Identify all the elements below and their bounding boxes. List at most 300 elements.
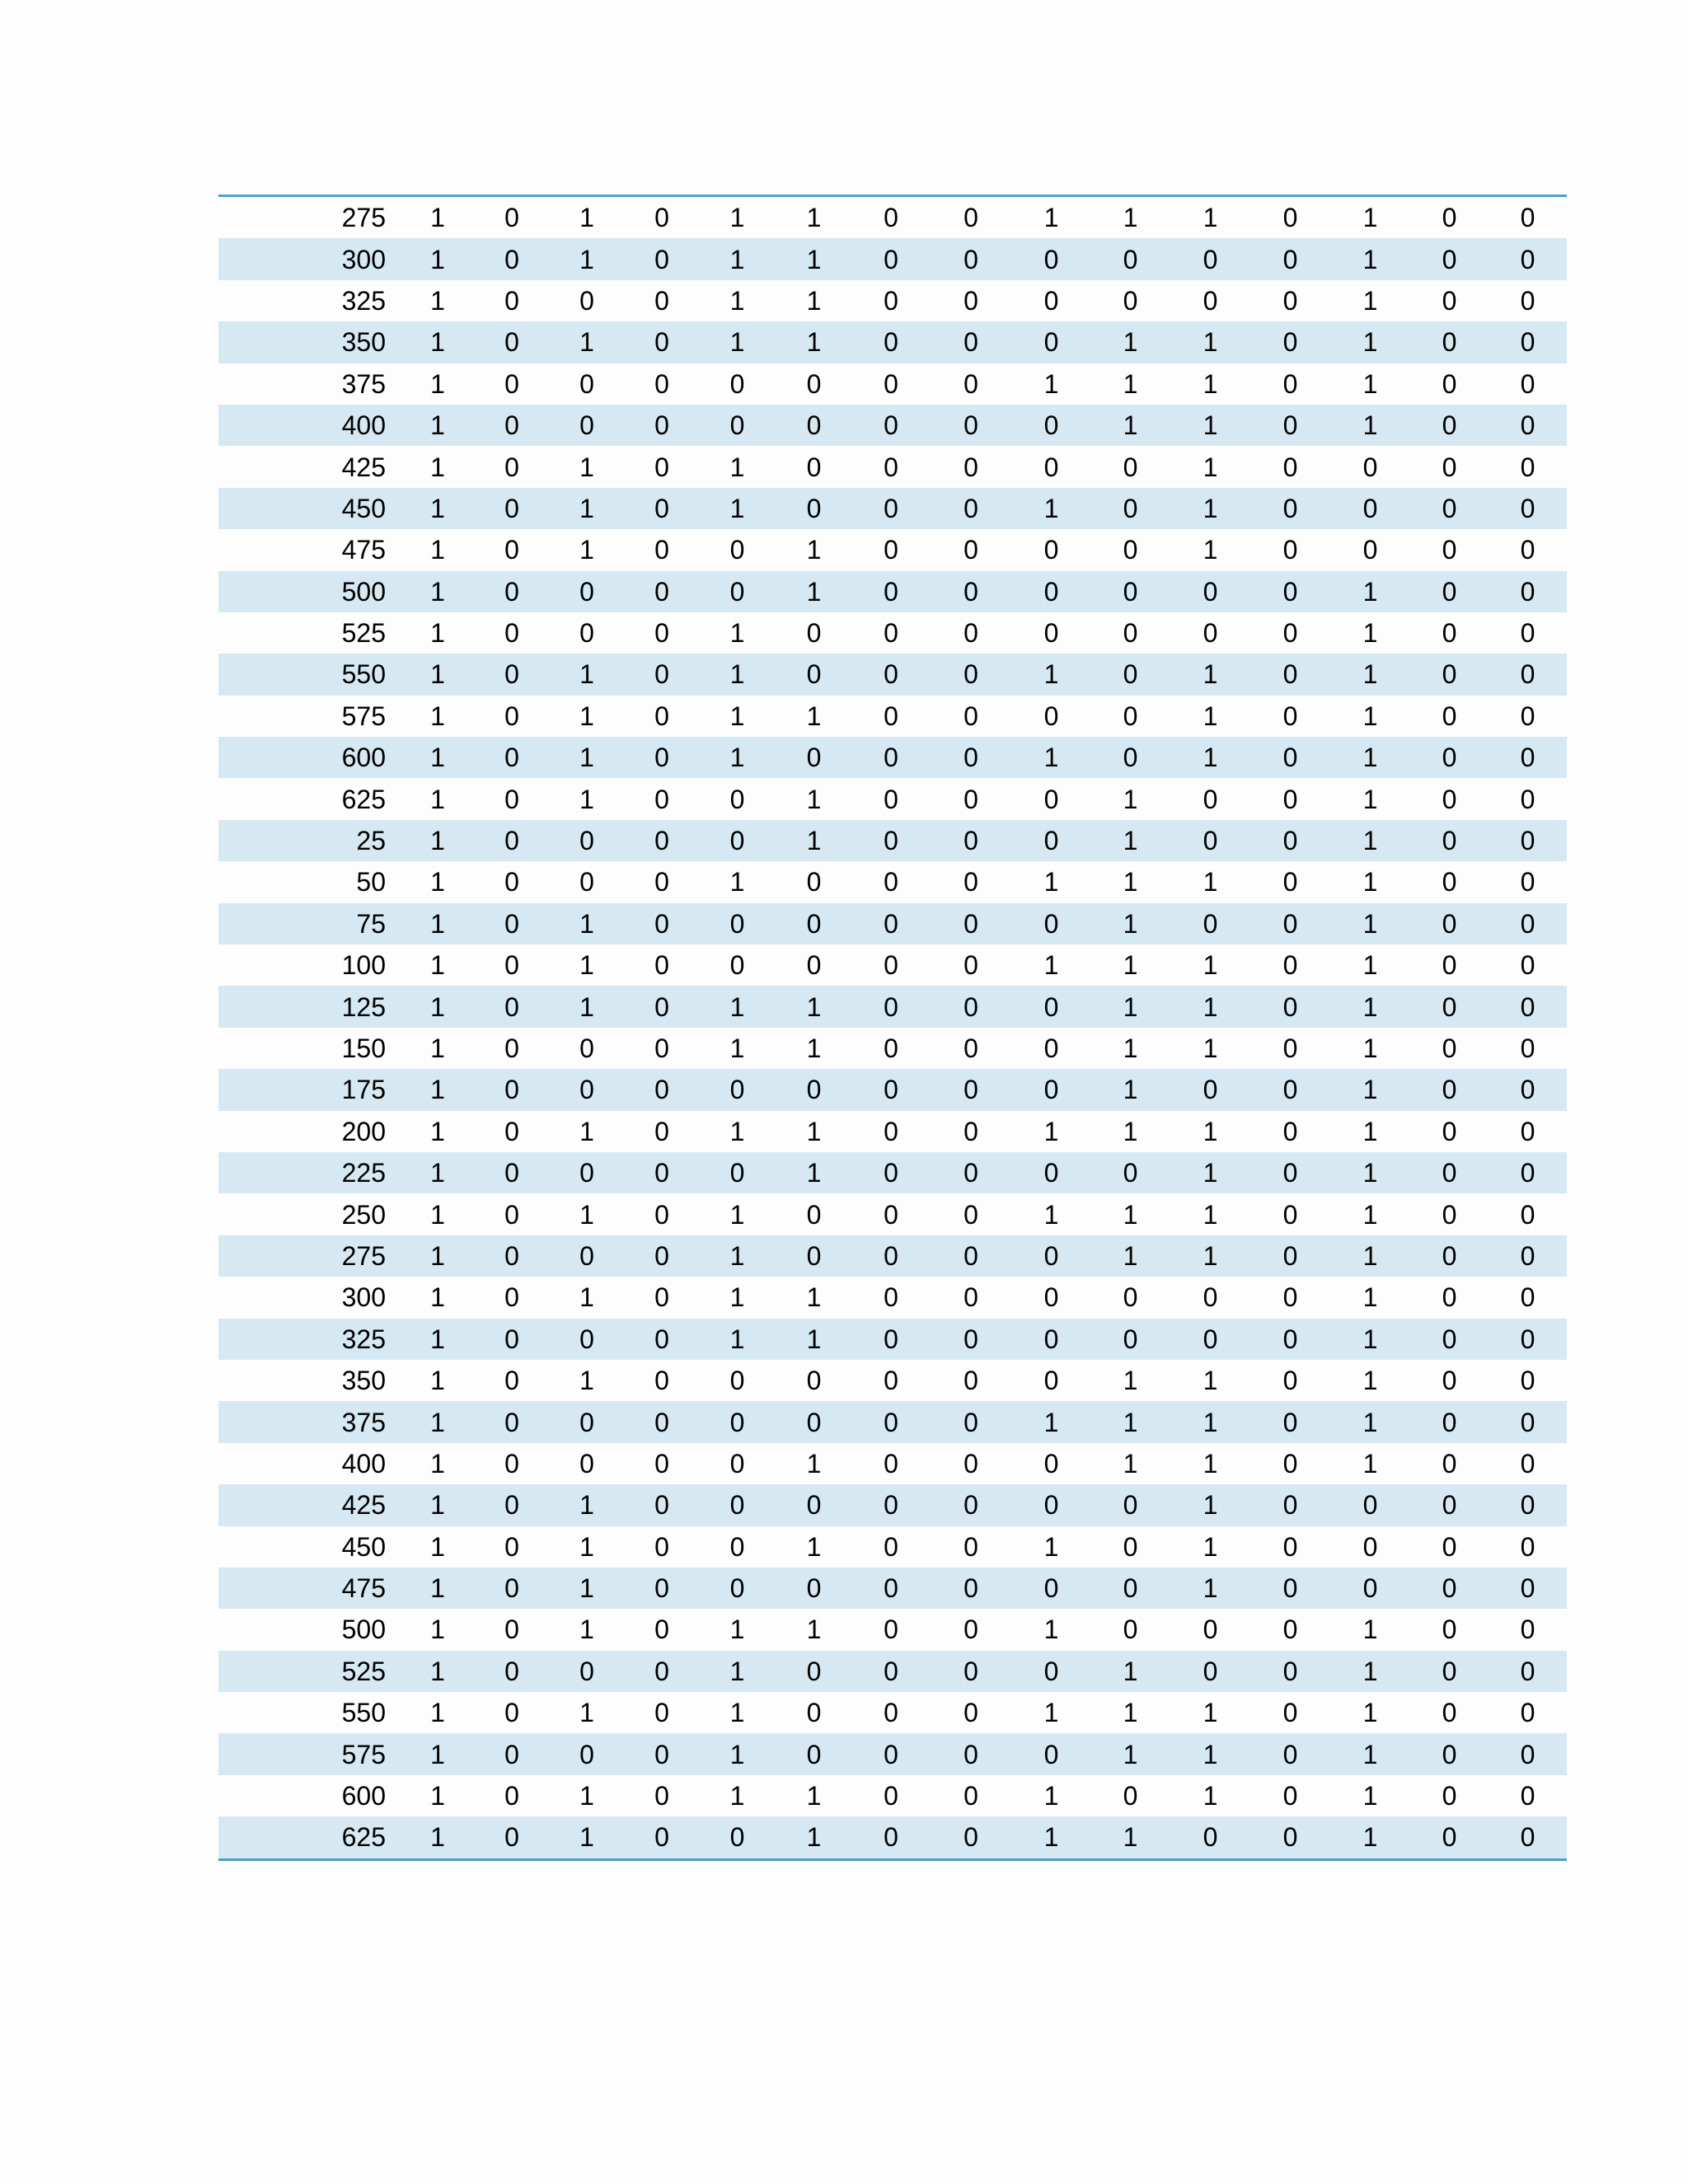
table-body — [218, 196, 1567, 1860]
table-row — [218, 446, 1567, 487]
table-cell: 0 — [884, 784, 898, 814]
table-cell: 0 — [884, 867, 898, 898]
row-key-cell: 400 — [341, 1448, 386, 1479]
table-cell: 1 — [579, 1781, 594, 1811]
table-cell: 0 — [1282, 1448, 1298, 1479]
table-cell: 0 — [884, 203, 898, 233]
table-cell: 1 — [430, 784, 445, 814]
table-row — [218, 778, 1567, 819]
table-cell: 0 — [1123, 1781, 1138, 1811]
table-cell: 1 — [430, 285, 445, 316]
table-cell: 0 — [884, 1698, 898, 1728]
table-cell: 1 — [776, 1816, 852, 1859]
table-cell: 0 — [964, 1282, 978, 1313]
table-cell: 1 — [1330, 238, 1410, 279]
table-row — [218, 321, 1567, 363]
table-cell: 0 — [1410, 1651, 1489, 1692]
table-cell: 1 — [699, 238, 776, 279]
table-cell: 0 — [964, 535, 978, 565]
table-cell: 1 — [1043, 1698, 1059, 1728]
table-cell: 0 — [1043, 1033, 1059, 1063]
table-cell: 0 — [504, 1199, 519, 1230]
table-cell: 1 — [1330, 571, 1410, 612]
table-cell: 0 — [549, 1152, 625, 1193]
table-cell: 0 — [776, 1401, 852, 1442]
table-cell: 0 — [699, 1152, 776, 1193]
table-cell: 0 — [1203, 1282, 1218, 1313]
table-cell: 0 — [964, 867, 978, 898]
table-row — [218, 1651, 1567, 1692]
table-cell: 0 — [964, 1531, 978, 1562]
table-cell: 0 — [625, 1568, 699, 1609]
table-cell: 0 — [1012, 1235, 1090, 1277]
table-cell: 0 — [654, 1615, 669, 1645]
table-cell: 0 — [1250, 1651, 1330, 1692]
table-cell: 1 — [1170, 321, 1250, 363]
table-cell: 0 — [852, 488, 930, 529]
table-cell: 1 — [806, 203, 822, 233]
table-cell: 0 — [1489, 488, 1567, 529]
table-cell: 0 — [475, 986, 549, 1027]
table-cell: 0 — [579, 1448, 594, 1479]
table-cell: 1 — [1090, 321, 1170, 363]
table-cell: 0 — [504, 203, 519, 233]
table-cell: 0 — [852, 405, 930, 446]
table-cell: 0 — [504, 701, 519, 731]
table-cell: 1 — [401, 405, 475, 446]
table-cell: 1 — [1203, 1033, 1218, 1063]
table-cell: 0 — [625, 1319, 699, 1360]
table-cell: 1 — [579, 203, 594, 233]
table-row — [218, 1193, 1567, 1235]
table-cell: 1 — [430, 701, 445, 731]
table-cell: 1 — [549, 1568, 625, 1609]
table-cell: 0 — [1250, 1152, 1330, 1193]
table-row — [218, 820, 1567, 861]
table-cell: 1 — [549, 903, 625, 944]
table-cell: 0 — [1489, 571, 1567, 612]
table-cell: 1 — [401, 1401, 475, 1442]
table-cell: 0 — [1282, 867, 1298, 898]
table-cell: 0 — [1520, 368, 1536, 399]
table-cell: 1 — [1090, 903, 1170, 944]
table-row — [218, 1028, 1567, 1069]
table-cell: 0 — [1442, 285, 1457, 316]
table-row — [218, 571, 1567, 612]
table-cell: 0 — [884, 1781, 898, 1811]
table-cell: 0 — [475, 820, 549, 861]
row-key-cell: 225 — [218, 1152, 401, 1193]
table-cell: 0 — [1489, 405, 1567, 446]
table-cell: 1 — [806, 1615, 822, 1645]
table-cell: 0 — [1043, 1366, 1059, 1396]
table-cell: 0 — [654, 1781, 669, 1811]
row-key-cell: 475 — [218, 1568, 401, 1609]
table-cell: 0 — [1012, 321, 1090, 363]
table-cell: 0 — [884, 452, 898, 482]
table-cell: 0 — [1170, 820, 1250, 861]
table-cell: 0 — [1043, 701, 1059, 731]
table-cell: 1 — [1090, 1733, 1170, 1774]
table-cell: 0 — [806, 1199, 822, 1230]
table-cell: 0 — [964, 1615, 978, 1645]
table-cell: 0 — [1282, 368, 1298, 399]
table-cell: 0 — [1520, 203, 1536, 233]
table-cell: 1 — [1012, 488, 1090, 529]
table-cell: 0 — [930, 820, 1012, 861]
table-cell: 0 — [1520, 618, 1536, 649]
table-cell: 0 — [654, 1698, 669, 1728]
table-row — [218, 1609, 1567, 1650]
table-cell: 0 — [1362, 535, 1378, 565]
row-key-cell: 600 — [218, 737, 401, 778]
table-cell: 0 — [625, 903, 699, 944]
table-cell: 1 — [401, 571, 475, 612]
table-cell: 0 — [1442, 950, 1457, 981]
table-cell: 1 — [1330, 1152, 1410, 1193]
table-cell: 0 — [884, 1116, 898, 1146]
table-cell: 0 — [776, 1235, 852, 1277]
table-cell: 0 — [549, 1319, 625, 1360]
table-cell: 1 — [776, 820, 852, 861]
table-cell: 1 — [401, 820, 475, 861]
table-cell: 0 — [852, 737, 930, 778]
table-cell: 0 — [579, 618, 594, 649]
row-key-cell: 350 — [218, 321, 401, 363]
row-key-cell: 575 — [218, 1733, 401, 1774]
table-cell: 0 — [1442, 618, 1457, 649]
table-cell: 1 — [1203, 1531, 1218, 1562]
table-cell: 0 — [852, 1816, 930, 1859]
table-cell: 0 — [654, 618, 669, 649]
table-row — [218, 1319, 1567, 1360]
table-cell: 0 — [964, 1116, 978, 1146]
table-cell: 0 — [1489, 1069, 1567, 1110]
table-cell: 0 — [1090, 488, 1170, 529]
table-cell: 0 — [1123, 285, 1138, 316]
table-row — [218, 986, 1567, 1027]
table-cell: 0 — [1330, 1484, 1410, 1526]
table-cell: 0 — [776, 488, 852, 529]
table-row — [218, 363, 1567, 405]
table-cell: 0 — [1043, 535, 1059, 565]
table-cell: 1 — [806, 1531, 822, 1562]
table-cell: 1 — [1362, 1448, 1378, 1479]
table-cell: 1 — [430, 535, 445, 565]
table-cell: 1 — [549, 986, 625, 1027]
row-key-cell: 75 — [218, 903, 401, 944]
table-cell: 0 — [1250, 1069, 1330, 1110]
table-cell: 0 — [625, 986, 699, 1027]
table-cell: 1 — [579, 950, 594, 981]
table-cell: 0 — [776, 405, 852, 446]
table-cell: 0 — [930, 1401, 1012, 1442]
table-cell: 0 — [1520, 1366, 1536, 1396]
table-cell: 0 — [1170, 1319, 1250, 1360]
table-cell: 0 — [1123, 1282, 1138, 1313]
table-cell: 0 — [1410, 654, 1489, 695]
table-cell: 0 — [1090, 1319, 1170, 1360]
table-cell: 1 — [401, 986, 475, 1027]
table-cell: 1 — [401, 1733, 475, 1774]
table-cell: 0 — [625, 654, 699, 695]
row-key-cell: 275 — [218, 1235, 401, 1277]
table-cell: 0 — [504, 452, 519, 482]
table-cell: 0 — [1442, 1698, 1457, 1728]
table-cell: 1 — [1330, 820, 1410, 861]
table-cell: 1 — [699, 654, 776, 695]
table-cell: 0 — [1090, 571, 1170, 612]
table-row — [218, 612, 1567, 654]
row-key-cell: 325 — [218, 1319, 401, 1360]
table-cell: 1 — [729, 285, 745, 316]
table-cell: 0 — [1043, 285, 1059, 316]
table-cell: 0 — [884, 1531, 898, 1562]
table-cell: 1 — [1170, 1152, 1250, 1193]
table-cell: 1 — [699, 1733, 776, 1774]
row-key-cell: 525 — [218, 1651, 401, 1692]
table-cell: 0 — [964, 203, 978, 233]
table-cell: 1 — [729, 1615, 745, 1645]
table-cell: 1 — [430, 1366, 445, 1396]
table-cell: 0 — [625, 1235, 699, 1277]
table-cell: 0 — [1442, 784, 1457, 814]
table-cell: 1 — [1170, 986, 1250, 1027]
table-cell: 1 — [1330, 1235, 1410, 1277]
table-cell: 1 — [699, 1651, 776, 1692]
table-cell: 0 — [964, 285, 978, 316]
table-cell: 1 — [729, 1116, 745, 1146]
table-cell: 0 — [504, 1448, 519, 1479]
table-row — [218, 529, 1567, 570]
table-cell: 0 — [579, 285, 594, 316]
table-cell: 0 — [475, 1733, 549, 1774]
row-key-cell: 350 — [341, 1366, 386, 1396]
table-cell: 1 — [1043, 1116, 1059, 1146]
table-cell: 1 — [1170, 654, 1250, 695]
table-cell: 1 — [579, 535, 594, 565]
table-cell: 1 — [1203, 535, 1218, 565]
table-cell: 0 — [852, 1152, 930, 1193]
table-cell: 0 — [1489, 321, 1567, 363]
table-cell: 0 — [1489, 737, 1567, 778]
table-cell: 0 — [654, 784, 669, 814]
table-cell: 0 — [1442, 1199, 1457, 1230]
table-cell: 1 — [1362, 1615, 1378, 1645]
table-cell: 0 — [699, 1568, 776, 1609]
table-cell: 0 — [1282, 701, 1298, 731]
table-cell: 0 — [475, 1319, 549, 1360]
table-cell: 1 — [1203, 867, 1218, 898]
table-cell: 1 — [1090, 986, 1170, 1027]
table-cell: 0 — [475, 321, 549, 363]
table-cell: 0 — [1489, 654, 1567, 695]
table-cell: 0 — [1410, 1568, 1489, 1609]
table-cell: 1 — [729, 1781, 745, 1811]
table-cell: 1 — [1123, 368, 1138, 399]
table-cell: 0 — [699, 820, 776, 861]
table-cell: 0 — [654, 1116, 669, 1146]
table-cell: 1 — [1330, 321, 1410, 363]
table-cell: 0 — [625, 238, 699, 279]
table-cell: 0 — [1520, 1781, 1536, 1811]
table-row — [218, 1775, 1567, 1816]
table-cell: 0 — [1520, 1033, 1536, 1063]
table-cell: 0 — [1489, 1733, 1567, 1774]
table-cell: 0 — [1489, 238, 1567, 279]
row-key-cell: 275 — [341, 203, 386, 233]
table-cell: 0 — [729, 1448, 745, 1479]
table-cell: 1 — [729, 1698, 745, 1728]
table-cell: 0 — [930, 654, 1012, 695]
table-cell: 1 — [430, 1116, 445, 1146]
table-cell: 1 — [401, 903, 475, 944]
table-cell: 0 — [884, 701, 898, 731]
row-key-cell: 450 — [218, 488, 401, 529]
table-cell: 0 — [699, 571, 776, 612]
table-cell: 0 — [852, 1319, 930, 1360]
table-cell: 1 — [401, 1069, 475, 1110]
table-row — [218, 737, 1567, 778]
table-row — [218, 696, 1567, 737]
table-cell: 1 — [729, 867, 745, 898]
table-row — [218, 1069, 1567, 1110]
table-cell: 0 — [549, 571, 625, 612]
table-cell: 1 — [549, 654, 625, 695]
table-cell: 1 — [1362, 701, 1378, 731]
table-cell: 0 — [1250, 986, 1330, 1027]
table-cell: 1 — [430, 452, 445, 482]
table-cell: 0 — [884, 1033, 898, 1063]
table-cell: 0 — [504, 1615, 519, 1645]
table-cell: 0 — [964, 1781, 978, 1811]
table-cell: 1 — [1170, 1568, 1250, 1609]
table-cell: 0 — [654, 1282, 669, 1313]
table-cell: 0 — [1043, 784, 1059, 814]
table-cell: 1 — [430, 1698, 445, 1728]
table-cell: 1 — [1123, 203, 1138, 233]
table-cell: 0 — [1282, 1531, 1298, 1562]
table-cell: 1 — [401, 1235, 475, 1277]
table-cell: 1 — [806, 1781, 822, 1811]
table-cell: 0 — [1012, 1069, 1090, 1110]
table-cell: 0 — [1520, 1199, 1536, 1230]
table-cell: 1 — [1123, 1698, 1138, 1728]
row-key-cell: 450 — [341, 1531, 386, 1562]
table-cell: 0 — [1170, 1651, 1250, 1692]
table-cell: 0 — [930, 1568, 1012, 1609]
table-cell: 1 — [1362, 867, 1378, 898]
table-cell: 1 — [1123, 1116, 1138, 1146]
table-cell: 0 — [964, 452, 978, 482]
table-cell: 0 — [625, 820, 699, 861]
table-cell: 1 — [430, 1781, 445, 1811]
table-cell: 0 — [884, 535, 898, 565]
table-cell: 0 — [964, 701, 978, 731]
table-cell: 0 — [1410, 321, 1489, 363]
table-cell: 0 — [625, 1816, 699, 1859]
table-cell: 0 — [1282, 1116, 1298, 1146]
row-key-cell: 375 — [341, 368, 386, 399]
table-cell: 1 — [1012, 654, 1090, 695]
table-cell: 1 — [806, 1033, 822, 1063]
table-cell: 0 — [1520, 784, 1536, 814]
table-cell: 1 — [1330, 1651, 1410, 1692]
table-cell: 1 — [579, 701, 594, 731]
table-cell: 0 — [1012, 571, 1090, 612]
table-cell: 0 — [1012, 238, 1090, 279]
table-cell: 1 — [1362, 1116, 1378, 1146]
table-cell: 1 — [1362, 203, 1378, 233]
table-cell: 1 — [549, 238, 625, 279]
table-cell: 0 — [699, 405, 776, 446]
table-cell: 0 — [806, 452, 822, 482]
table-cell: 0 — [1442, 1531, 1457, 1562]
table-cell: 0 — [475, 1235, 549, 1277]
table-cell: 1 — [1203, 368, 1218, 399]
table-cell: 0 — [930, 1235, 1012, 1277]
table-cell: 0 — [1203, 784, 1218, 814]
table-cell: 0 — [1520, 1282, 1536, 1313]
table-row — [218, 1277, 1567, 1318]
table-cell: 0 — [884, 1615, 898, 1645]
table-cell: 0 — [625, 1733, 699, 1774]
table-cell: 1 — [430, 1033, 445, 1063]
table-cell: 0 — [1250, 321, 1330, 363]
table-cell: 1 — [579, 1698, 594, 1728]
table-cell: 1 — [1090, 1069, 1170, 1110]
row-key-cell: 300 — [218, 238, 401, 279]
table-cell: 0 — [699, 1816, 776, 1859]
table-cell: 0 — [852, 1733, 930, 1774]
table-cell: 1 — [430, 950, 445, 981]
table-cell: 0 — [1250, 1733, 1330, 1774]
table-row — [218, 488, 1567, 529]
table-cell: 1 — [1043, 1615, 1059, 1645]
row-key-cell: 600 — [341, 1781, 386, 1811]
table-cell: 0 — [504, 1781, 519, 1811]
table-cell: 0 — [1410, 405, 1489, 446]
table-cell: 0 — [654, 535, 669, 565]
table-row — [218, 1568, 1567, 1609]
row-key-cell: 200 — [341, 1116, 386, 1146]
table-cell: 0 — [964, 1698, 978, 1728]
table-cell: 1 — [430, 1199, 445, 1230]
table-row — [218, 903, 1567, 944]
table-cell: 0 — [852, 1069, 930, 1110]
table-cell: 0 — [729, 535, 745, 565]
table-cell: 1 — [1170, 1401, 1250, 1442]
table-cell: 0 — [654, 1033, 669, 1063]
table-cell: 0 — [930, 1651, 1012, 1692]
table-cell: 1 — [729, 203, 745, 233]
table-cell: 1 — [579, 1116, 594, 1146]
table-cell: 0 — [1410, 1484, 1489, 1526]
table-cell: 0 — [1203, 618, 1218, 649]
table-cell: 1 — [430, 1615, 445, 1645]
table-cell: 0 — [806, 1366, 822, 1396]
table-cell: 0 — [1090, 238, 1170, 279]
table-cell: 1 — [1362, 1199, 1378, 1230]
table-cell: 1 — [1362, 1033, 1378, 1063]
table-cell: 1 — [401, 1816, 475, 1859]
table-cell: 1 — [579, 1282, 594, 1313]
table-cell: 0 — [1282, 784, 1298, 814]
table-cell: 0 — [625, 1069, 699, 1110]
table-cell: 0 — [729, 1531, 745, 1562]
table-cell: 0 — [1442, 368, 1457, 399]
table-cell: 0 — [1123, 1531, 1138, 1562]
